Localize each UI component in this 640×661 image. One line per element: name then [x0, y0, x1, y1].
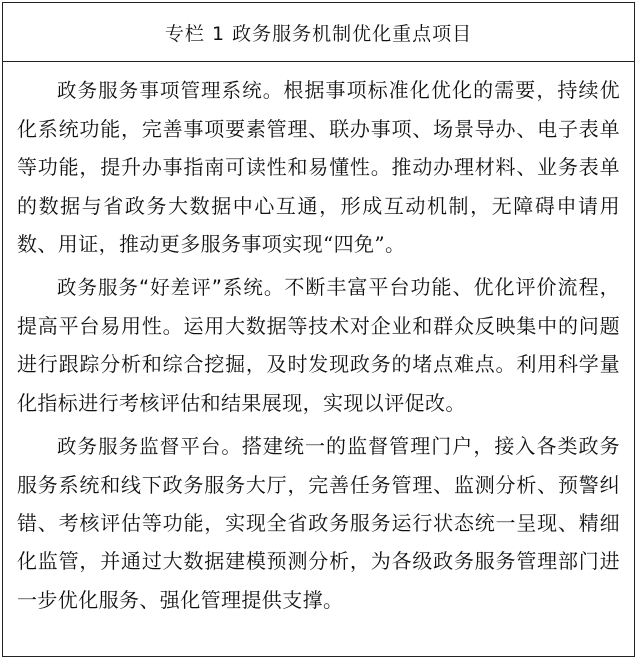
box-body — [3, 62, 634, 619]
section-paragraph — [17, 268, 620, 422]
section-body: 不断丰富平台功能、优化评价流程，提高平台易用性。运用大数据等技术对企业和群众反映集中的问题进行跟踪分析和综合挖掘，及时发现政务的堵点难点。利用科学量化指标进行考核评估和结果展现，实现以评促改。 — [17, 275, 620, 415]
section-body: 根据事项标准化优化的需要，持续优化系统功能，完善事项要素管理、联办事项、场景导办、电子表单等功能，提升办事指南可读性和易懂性。推动办理材料、业务表单的数据与省政务大数据中心互通，形成互动机制，无障碍申请用数、用证，推动更多服务事项实现“四免”。 — [17, 78, 620, 256]
section-lead: 政务服务监督平台。 — [57, 434, 242, 458]
section-paragraph — [17, 427, 620, 619]
section-paragraph — [17, 71, 620, 263]
box-title: 专栏 1 政务服务机制优化重点项目 — [3, 3, 634, 62]
section-body: 搭建统一的监督管理门户，接入各类政务服务系统和线下政务服务大厅，完善任务管理、监测分析、预警纠错、考核评估等功能，实现全省政务服务运行状态统一呈现、精细化监管，并通过大数据建模预测分析，为各级政务服务管理部门进一步优化服务、强化管理提供支撑。 — [17, 433, 621, 612]
section-lead: 政务服务“好差评”系统。 — [57, 276, 285, 300]
project-box — [2, 2, 635, 657]
section-lead: 政务服务事项管理系统。 — [57, 79, 284, 102]
